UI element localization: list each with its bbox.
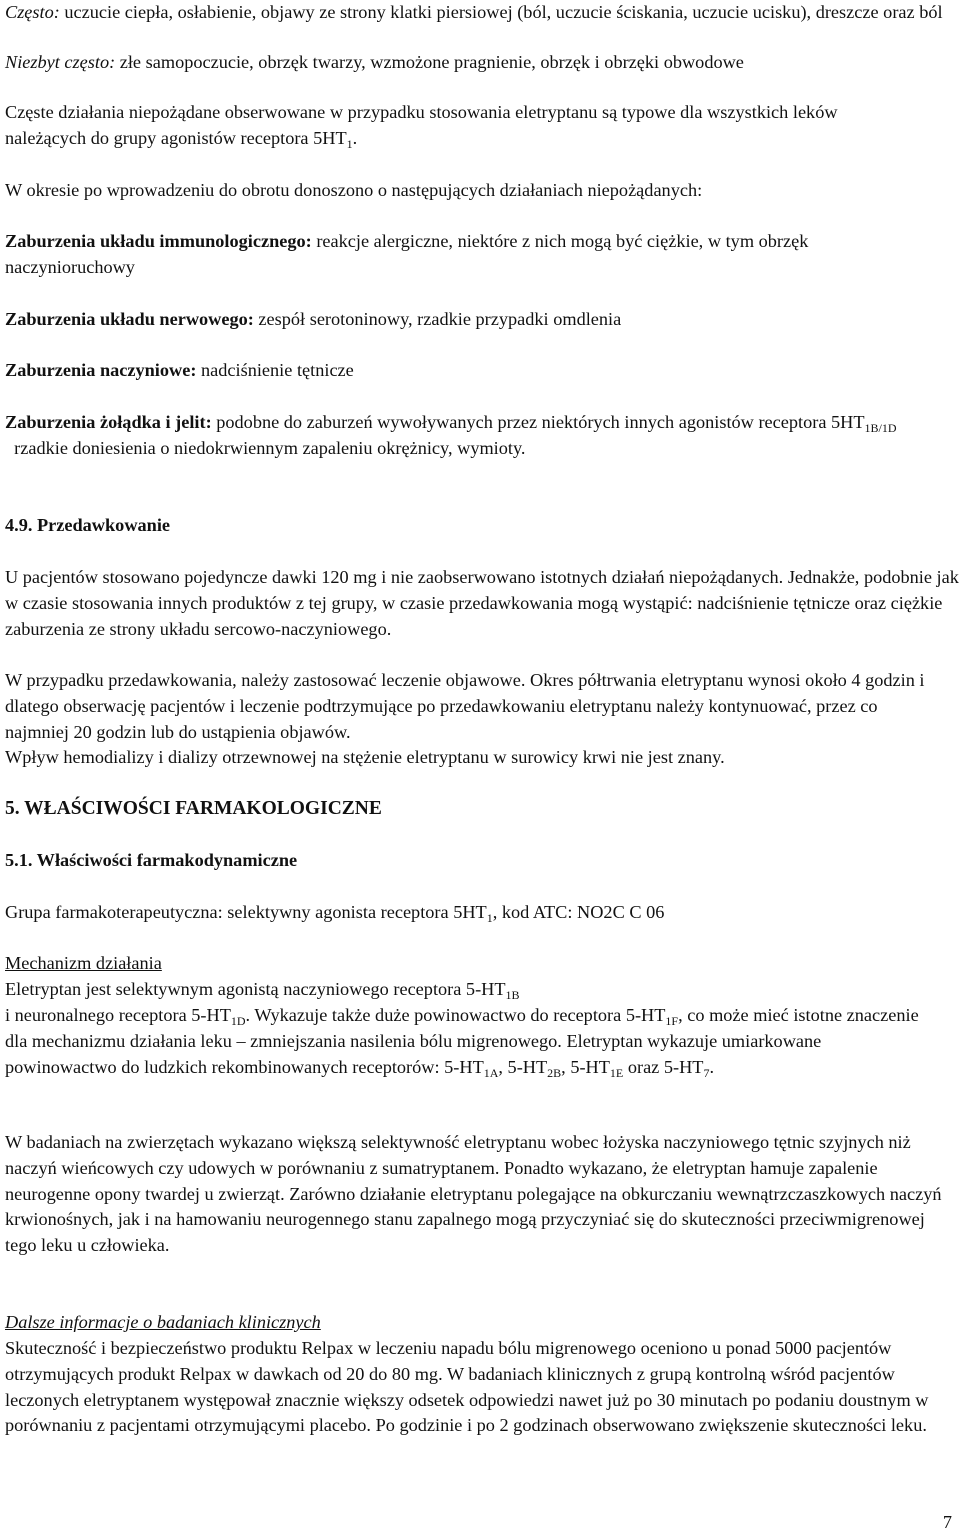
section-5-1-heading: 5.1. Właściwości farmakodynamiczne xyxy=(5,850,298,870)
mechanism-text-5: , 5-HT xyxy=(498,1056,548,1077)
gi-sub: 1B/1D xyxy=(864,421,897,435)
uncommon-label: Niezbyt często: xyxy=(5,52,116,72)
mechanism-text-2: i neuronalnego receptora 5-HT xyxy=(5,1005,231,1025)
overdose-paragraph-3: Wpływ hemodializy i dializy otrzewnowej na stężenie eletryptanu w surowicy krwi nie jest znany. xyxy=(5,747,725,767)
immune-label: Zaburzenia układu immunologicznego: xyxy=(5,231,312,251)
immune-text: reakcje alergiczne, niektóre z nich mogą być ciężkie, w tym obrzęk naczynioruchowy xyxy=(5,231,809,277)
mechanism-sub-7: 7 xyxy=(703,1065,710,1080)
clinical-paragraph: Skuteczność i bezpieczeństwo produktu Relpax w leczeniu napadu bólu migrenowego oceniono u ponad 5000 pacjentów otrzymujących produkt Relpax w dawkach od 20 do 80 mg. W badaniach klinicznych z grupą kontrolną wśród pacjentów leczonych eletryptanem występował znacznie większy odsetek odpowiedzi nawet już po 30 minutach po podaniu doustnym w porównaniu z pacjentami otrzymującymi placebo. Po godzinie i po 2 godzinach obserwowano zwiększenie skuteczności leku. xyxy=(5,1338,929,1436)
gi-text-2: rzadkie doniesienia o niedokrwiennym zapaleniu okrężnicy, wymioty. xyxy=(5,437,526,458)
mechanism-paragraph xyxy=(5,1003,935,1080)
mechanism-text-3: . Wykazuje także duże powinowactwo do receptora 5-HT xyxy=(245,1005,666,1025)
immune-paragraph xyxy=(5,229,920,281)
page-number: 7 xyxy=(942,1512,952,1532)
vascular-paragraph xyxy=(5,358,955,384)
mechanism-sub-5: 2B xyxy=(547,1065,562,1080)
common-text: uczucie ciepła, osłabienie, objawy ze strony klatki piersiowej (ból, uczucie ściskania, uczucie ucisku), dreszcze oraz ból xyxy=(59,2,943,22)
nervous-text: zespół serotoninowy, rzadkie przypadki omdlenia xyxy=(253,309,622,329)
animal-studies-paragraph: W badaniach na zwierzętach wykazano większą selektywność eletryptanu wobec łożyska naczyniowego tętnic szyjnych niż naczyń wieńcowych czy udowych w porównaniu z sumatryptanem. Ponadto wykazano, że eletryptan hamuje zapalenie neurogenne opony twardej u zwierząt. Zarówno działanie eletryptanu polegające na obkurczaniu wewnątrzczaszkowych naczyń krwionośnych, jak i na hamowaniu neurogennego stanu zapalnego mogą przyczyniać się do skuteczności przeciwmigrenowej tego leku u człowieka. xyxy=(5,1132,942,1256)
typical-text: Częste działania niepożądane obserwowane w przypadku stosowania eletryptanu są typowe dla wszystkich leków należących do grupy agonistów receptora 5HT xyxy=(5,102,838,148)
nervous-paragraph xyxy=(5,307,955,333)
mechanism-text-4: , co może mieć istotne znaczenie dla mechanizmu działania leku – zmniejszania nasilenia bólu migrenowego. Eletryptan wykazuje umiarkowane powinowactwo do ludzkich rekombinowanych receptorów: 5-HT xyxy=(5,1005,919,1077)
group-sub: 1 xyxy=(486,911,493,925)
gi-paragraph xyxy=(5,410,935,462)
gi-text: podobne do zaburzeń wywoływanych przez niektórych innych agonistów receptora 5HT xyxy=(211,412,865,432)
mechanism-text-8: . xyxy=(709,1056,715,1077)
overdose-paragraph-1: U pacjentów stosowano pojedyncze dawki 120 mg i nie zaobserwowano istotnych działań niepożądanych. Jednakże, podobnie jak w czasie stosowania innych produktów z tej grupy, w czasie przedawkowania mogą wystąpić: nadciśnienie tętnicze oraz ciężkie zaburzenia ze strony układu sercowo-naczyniowego. xyxy=(5,567,959,639)
mechanism-title: Mechanizm działania xyxy=(5,953,162,973)
mechanism-sub-3: 1F xyxy=(665,1014,679,1028)
pharmacotherapeutic-group xyxy=(5,900,955,926)
clinical-title: Dalsze informacje o badaniach klinicznych xyxy=(5,1312,321,1332)
vascular-label: Zaburzenia naczyniowe: xyxy=(5,360,197,380)
mechanism-text-7: oraz 5-HT xyxy=(623,1056,704,1077)
overdose-paragraph-2: W przypadku przedawkowania, należy zastosować leczenie objawowe. Okres półtrwania eletryptanu wynosi około 4 godzin i dlatego obserwację pacjentów i leczenie podtrzymujące po przedawkowaniu eletryptanu należy kontynuować, przez co najmniej 20 godzin lub do ustąpienia objawów. xyxy=(5,670,925,742)
mechanism-text-6: , 5-HT xyxy=(561,1056,610,1077)
frequency-uncommon xyxy=(5,50,955,76)
typical-sub: 1 xyxy=(346,136,353,151)
mechanism-sub-2: 1D xyxy=(230,1014,246,1028)
gi-label: Zaburzenia żołądka i jelit: xyxy=(5,412,212,432)
postmarketing-intro: W okresie po wprowadzeniu do obrotu donoszono o następujących działaniach niepożądanych: xyxy=(5,180,703,200)
frequency-common xyxy=(5,0,955,26)
mechanism-sub-4: 1A xyxy=(483,1065,499,1080)
uncommon-text: złe samopoczucie, obrzęk twarzy, wzmożone pragnienie, obrzęk i obrzęki obwodowe xyxy=(115,52,744,72)
nervous-label: Zaburzenia układu nerwowego: xyxy=(5,309,254,329)
group-end: , kod ATC: NO2C C 06 xyxy=(492,902,665,922)
mechanism-sub-1: 1B xyxy=(505,988,520,1002)
typical-end: . xyxy=(352,127,358,148)
typical-effects-paragraph xyxy=(5,100,885,152)
overdose-heading: 4.9. Przedawkowanie xyxy=(5,515,171,535)
group-text: Grupa farmakoterapeutyczna: selektywny agonista receptora 5HT xyxy=(5,902,487,922)
section-5-heading: 5. WŁAŚCIWOŚCI FARMAKOLOGICZNE xyxy=(5,798,382,819)
mechanism-line-1 xyxy=(5,977,955,1003)
mechanism-sub-6: 1E xyxy=(609,1065,624,1080)
mechanism-text-1: Eletryptan jest selektywnym agonistą naczyniowego receptora 5-HT xyxy=(5,979,506,999)
vascular-text: nadciśnienie tętnicze xyxy=(196,360,354,380)
common-label: Często: xyxy=(5,2,60,22)
